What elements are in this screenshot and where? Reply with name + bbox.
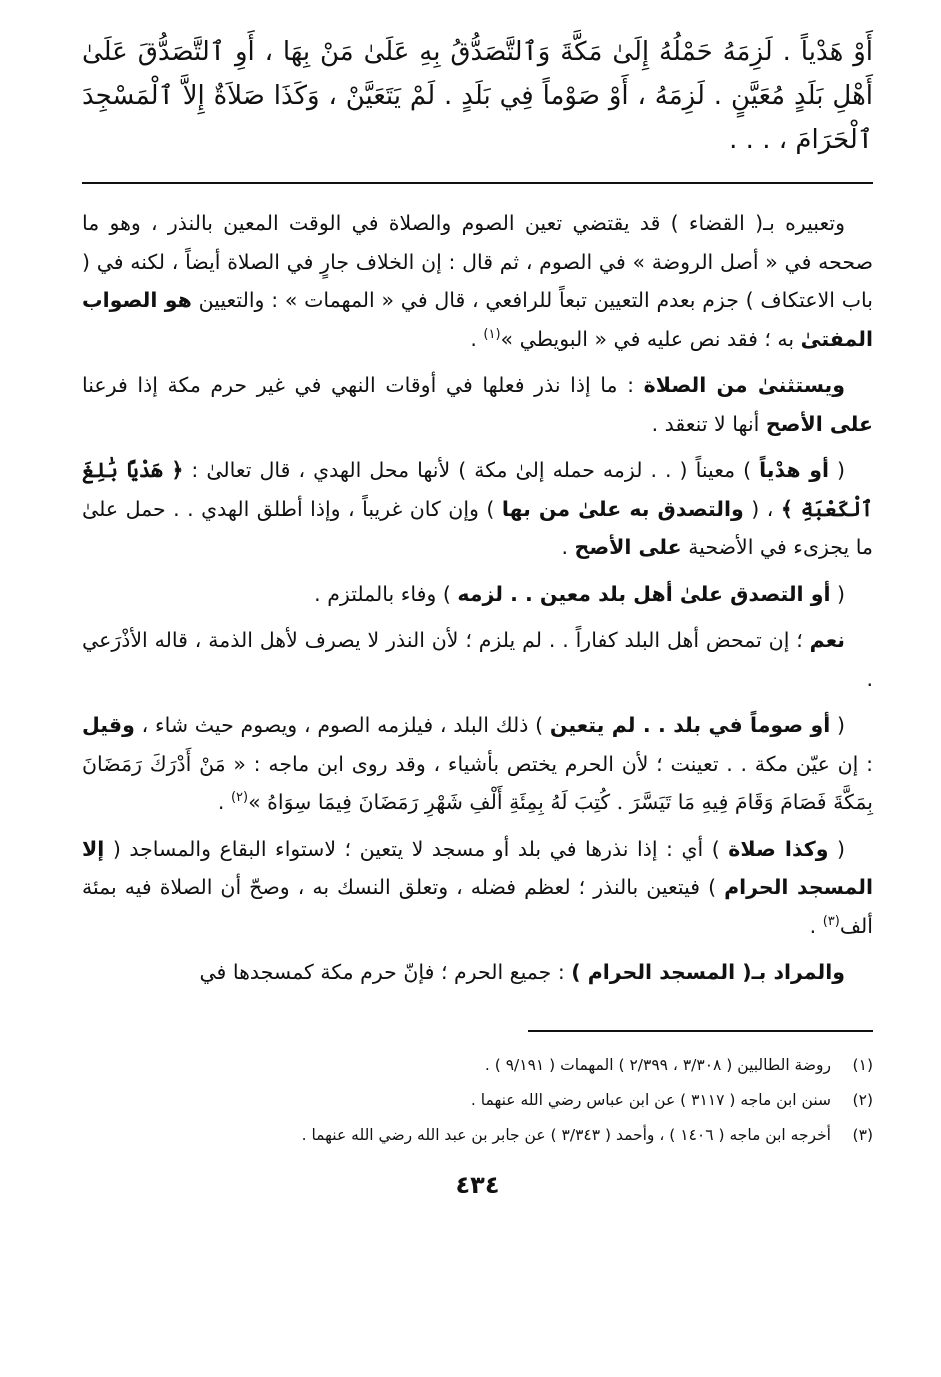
footnote-text: أخرجه ابن ماجه ( ١٤٠٦ ) ، وأحمد ( ٣/٣٤٣ ) عن جابر بن عبد الله رضي الله عنهما . — [301, 1125, 831, 1144]
commentary-paragraph: ويستثنىٰ من الصلاة : ما إذا نذر فعلها في أوقات النهي في غير حرم مكة إذا فرعنا على الأصح أنها لا تنعقد . — [82, 373, 873, 436]
commentary — [82, 204, 873, 992]
footnote-item — [82, 1118, 873, 1153]
footnote-text: روضة الطالبين ( ٣/٣٠٨ ، ٢/٣٩٩ ) المهمات ( ٩/١٩١ ) . — [484, 1055, 831, 1074]
commentary-paragraph: ( أو صوماً في بلد . . لم يتعين ) ذلك البلد ، فيلزمه الصوم ، ويصوم حيث شاء ، وقيل : إن عيّن مكة . . تعينت ؛ لأن الحرم يختص بأشياء ، وقد روى ابن ماجه : « مَنْ أَدْرَكَ رَمَضَانَ بِمَكَّةَ فَصَامَ وَقَامَ فِيهِ مَا تَيَسَّرَ . كُتِبَ لَهُ بِمِئَةِ أَلْفِ شَهْرِ رَمَضَانَ فِيمَا سِوَاهُ »$^{(٢)}$ . — [82, 713, 873, 814]
footnote-number: (٣) — [852, 1125, 873, 1144]
commentary-paragraph: ( أو التصدق علىٰ أهل بلد معين . . لزمه ) وفاء بالملتزم . — [314, 581, 845, 606]
footnote-ref[interactable]: (٣) — [822, 913, 840, 929]
footnote-item — [82, 1083, 873, 1118]
hadith-quote: مَنْ أَدْرَكَ رَمَضَانَ بِمَكَّةَ فَصَامَ وَقَامَ فِيهِ مَا تَيَسَّرَ . كُتِبَ لَهُ بِمِئَةِ أَلْفِ شَهْرِ رَمَضَانَ فِيمَا سِوَاهُ — [82, 751, 873, 814]
commentary-paragraph: ( أو هدْياً ) معيناً ( . . لزمه حمله إلىٰ مكة ) لأنها محل الهدي ، قال تعالىٰ : ﴿ هَدْيًا بَٰلِغَ ٱلْكَعْبَةِ ﴾ ، ( والتصدق به علىٰ من بها ) وإن كان غريباً ، وإذا أطلق الهدي . . حمل علىٰ ما يجزىء في الأضحية على الأصح . — [82, 458, 873, 559]
commentary-paragraph: ( وكذا صلاة ) أي : إذا نذرها في بلد أو مسجد لا يتعين ؛ لاستواء البقاع والمساجد ( إلا المسجد الحرام ) فيتعين بالنذر ؛ لعظم فضله ، وتعلق النسك به ، وصحّ أن الصلاة فيه بمئة ألف$^{(٣)}$ . — [82, 836, 873, 938]
footnote-ref[interactable]: (١) — [483, 326, 501, 342]
matn-line: أَوْ هَدْياً . لَزِمَهُ حَمْلُهُ إِلَىٰ مَكَّةَ وَٱلتَّصَدُّقُ بِهِ عَلَىٰ مَنْ بِهَا ، أَوِ ٱلتَّصَدُّقَ عَلَىٰ أَهْلِ بَلَدٍ — [82, 37, 874, 111]
commentary-paragraph: وتعبيره بـ( القضاء ) قد يقتضي تعين الصوم والصلاة في الوقت المعين بالنذر ، وهو ما صححه في « أصل الروضة » في الصوم ، ثم قال : إن الخلاف جارٍ في الصلاة أيضاً ، لكنه في ( باب الاعتكاف ) جزم بعدم التعيين تبعاً للرافعي ، قال في « المهمات » : والتعيين هو الصواب المفتىٰ به ؛ فقد نص عليه في « البويطي »$^{(١)}$ . — [82, 211, 873, 351]
matn-text — [82, 30, 873, 162]
commentary-paragraph: والمراد بـ( المسجد الحرام ) : جميع الحرم ؛ فإنّ حرم مكة كمسجدها في — [199, 960, 845, 984]
footnote-number: (٢) — [852, 1090, 873, 1109]
footnote-number: (١) — [852, 1055, 873, 1074]
footnotes — [82, 1048, 873, 1153]
quran-verse: ﴿ هَدْيًا بَٰلِغَ ٱلْكَعْبَةِ ﴾ — [82, 458, 873, 521]
footnote-item — [82, 1048, 873, 1083]
footnote-ref[interactable]: (٢) — [230, 790, 249, 806]
matn-line: مُعَيَّنٍ . لَزِمَهُ ، أَوْ صَوْماً فِي بَلَدٍ . لَمْ يَتَعَيَّنْ ، وَكَذَا صَلاَةٌ إِلاَّ ٱلْمَسْجِدَ ٱلْحَرَامَ ، . . . — [82, 81, 873, 155]
commentary-paragraph: نعم ؛ إن تمحض أهل البلد كفاراً . . لم يلزم ؛ لأن النذر لا يصرف لأهل الذمة ، قاله الأذْرَعي . — [82, 628, 873, 691]
matn-separator-rule — [82, 182, 873, 184]
footnote-separator-rule — [528, 1030, 873, 1032]
footnote-text: سنن ابن ماجه ( ٣١١٧ ) عن ابن عباس رضي الله عنهما . — [470, 1090, 831, 1109]
page-number: ٤٣٤ — [455, 1170, 500, 1199]
